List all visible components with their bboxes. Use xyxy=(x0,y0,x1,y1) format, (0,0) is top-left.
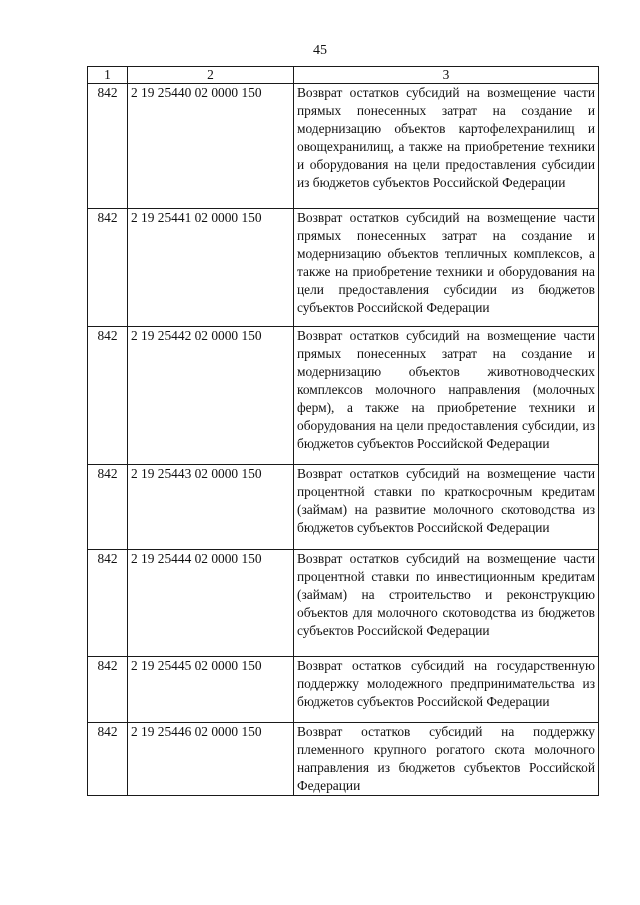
admin-code-cell: 842 xyxy=(88,550,128,657)
admin-code-cell: 842 xyxy=(88,209,128,327)
budget-code-cell: 2 19 25441 02 0000 150 xyxy=(128,209,294,327)
table-row xyxy=(88,465,599,550)
header-col-1: 1 xyxy=(88,67,128,84)
header-col-3: 3 xyxy=(294,67,599,84)
description-cell: Возврат остатков субсидий на возмещение части процентной ставки по краткосрочным кредитам (займам) на развитие молочного скотоводства из бюджетов субъектов Российской Федерации xyxy=(294,465,599,550)
admin-code-cell: 842 xyxy=(88,723,128,796)
budget-code-cell: 2 19 25446 02 0000 150 xyxy=(128,723,294,796)
admin-code-cell: 842 xyxy=(88,465,128,550)
description-cell: Возврат остатков субсидий на возмещение части прямых понесенных затрат на создание и модернизацию объектов картофелехранилищ и овощехранилищ, а также на приобретение техники и оборудования на цели предоставления субсидии из бюджетов субъектов Российской Федерации xyxy=(294,84,599,209)
description-cell: Возврат остатков субсидий на возмещение части прямых понесенных затрат на создание и модернизацию объектов животноводческих комплексов молочного направления (молочных ферм), а также на приобретение техники и оборудования на цели предоставления субсидии, из бюджетов субъектов Российской Федерации xyxy=(294,327,599,465)
page-number: 45 xyxy=(313,43,327,58)
budget-code-cell: 2 19 25440 02 0000 150 xyxy=(128,84,294,209)
header-col-2: 2 xyxy=(128,67,294,84)
table-row xyxy=(88,209,599,327)
description-cell: Возврат остатков субсидий на государственную поддержку молодежного предпринимательства из бюджетов субъектов Российской Федерации xyxy=(294,657,599,723)
description-cell: Возврат остатков субсидий на возмещение части процентной ставки по инвестиционным кредитам (займам) на строительство и реконструкцию объектов для молочного скотоводства из бюджетов субъектов Российской Федерации xyxy=(294,550,599,657)
table-row xyxy=(88,550,599,657)
description-cell: Возврат остатков субсидий на поддержку племенного крупного рогатого скота молочного направления из бюджетов субъектов Российской Федерации xyxy=(294,723,599,796)
admin-code-cell: 842 xyxy=(88,327,128,465)
budget-code-cell: 2 19 25443 02 0000 150 xyxy=(128,465,294,550)
budget-code-cell: 2 19 25445 02 0000 150 xyxy=(128,657,294,723)
admin-code-cell: 842 xyxy=(88,84,128,209)
budget-code-cell: 2 19 25444 02 0000 150 xyxy=(128,550,294,657)
table-row xyxy=(88,84,599,209)
budget-classification-table xyxy=(87,66,599,796)
table-header-row xyxy=(88,67,599,84)
budget-code-cell: 2 19 25442 02 0000 150 xyxy=(128,327,294,465)
table-row xyxy=(88,723,599,796)
admin-code-cell: 842 xyxy=(88,657,128,723)
description-cell: Возврат остатков субсидий на возмещение части прямых понесенных затрат на создание и модернизацию объектов тепличных комплексов, а также на приобретение техники и оборудования на цели предоставления субсидии из бюджетов субъектов Российской Федерации xyxy=(294,209,599,327)
table-row xyxy=(88,657,599,723)
table-row xyxy=(88,327,599,465)
